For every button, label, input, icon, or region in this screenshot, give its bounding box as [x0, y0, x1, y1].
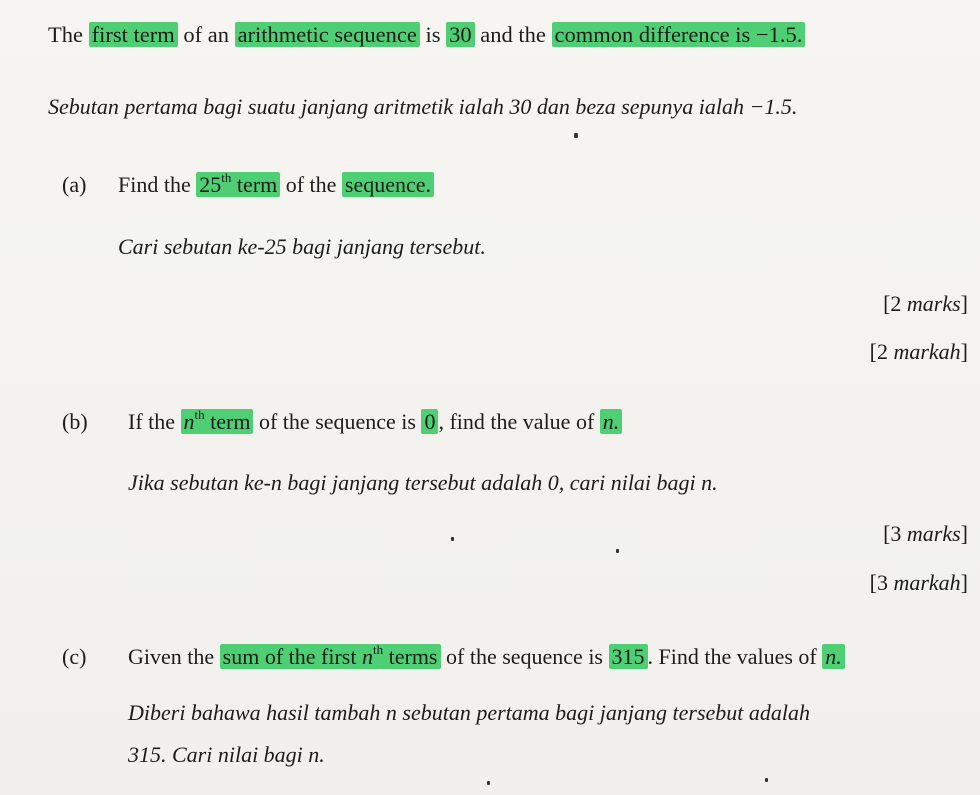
marks-word: markah	[893, 339, 961, 364]
highlight-first-term: first term	[89, 22, 178, 47]
highlight-nth-term	[181, 406, 254, 434]
highlight-sequence: sequence.	[342, 172, 434, 197]
scan-speck	[451, 537, 454, 541]
marks-word: marks	[906, 291, 961, 316]
intro-malay: Sebutan pertama bagi suatu janjang aritmetik ialah 30 dan beza sepunya ialah −1.5.	[48, 94, 798, 119]
text: n	[183, 409, 195, 434]
part-c-malay-line1: Diberi bahawa hasil tambah n sebutan pertama bagi janjang tersebut adalah	[128, 700, 810, 725]
part-b-marks-malay: [3 markah]	[869, 570, 968, 595]
highlight-30: 30	[446, 22, 475, 47]
scan-speck	[487, 781, 490, 785]
part-a-marks-malay: [2 markah]	[869, 339, 968, 364]
part-a-marks-english: [2 marks]	[883, 291, 968, 316]
highlight-n: n.	[822, 644, 845, 669]
marks-number: 3	[876, 570, 888, 595]
text: n	[361, 644, 373, 669]
text: and the	[474, 22, 552, 47]
part-b-marks-english: [3 marks]	[883, 521, 968, 546]
text: , find the value of	[438, 409, 600, 434]
marks-number: 3	[890, 521, 902, 546]
highlight-common-difference: common difference is −1.5.	[552, 22, 806, 47]
marks-word: markah	[893, 570, 961, 595]
part-b-label: (b)	[62, 409, 88, 434]
text: The	[48, 22, 89, 47]
part-a-english	[118, 169, 434, 198]
part-c-english	[128, 641, 845, 670]
part-b-malay: Jika sebutan ke-n bagi janjang tersebut adalah 0, cari nilai bagi n.	[128, 470, 718, 495]
highlight-zero: 0	[421, 409, 438, 434]
scan-speck	[616, 549, 619, 553]
text: sum of the first	[222, 644, 362, 669]
text: Given the	[128, 644, 220, 669]
part-a-malay: Cari sebutan ke-25 bagi janjang tersebut.	[118, 234, 486, 259]
superscript: th	[221, 169, 232, 185]
part-c-malay-line2: 315. Cari nilai bagi n.	[128, 742, 325, 767]
text: If the	[128, 409, 181, 434]
text: term	[231, 172, 278, 197]
marks-number: 2	[890, 291, 902, 316]
highlight-arithmetic-sequence: arithmetic sequence	[235, 22, 420, 47]
superscript: th	[372, 641, 384, 657]
highlight-25th-term	[196, 169, 280, 197]
text: of an	[177, 22, 235, 47]
highlight-sum-of-first-n-terms	[220, 641, 441, 669]
superscript: th	[194, 406, 205, 422]
scan-speck	[765, 778, 768, 782]
marks-number: 2	[876, 339, 888, 364]
highlight-n: n.	[600, 409, 623, 434]
part-a-label: (a)	[62, 172, 87, 197]
text: Find the	[118, 172, 197, 197]
text: term	[204, 409, 251, 434]
part-b-english	[128, 406, 622, 435]
text: is	[419, 22, 447, 47]
text: . Find the values of	[647, 644, 823, 669]
scan-speck	[574, 133, 578, 138]
highlight-315: 315	[609, 644, 648, 669]
text: 25	[199, 172, 222, 197]
text: of the	[280, 172, 342, 197]
text: of the sequence is	[253, 409, 422, 434]
marks-word: marks	[906, 521, 961, 546]
intro-english	[48, 22, 805, 48]
part-c-label: (c)	[62, 644, 87, 669]
text: of the sequence is	[440, 644, 609, 669]
text: terms	[383, 644, 438, 669]
